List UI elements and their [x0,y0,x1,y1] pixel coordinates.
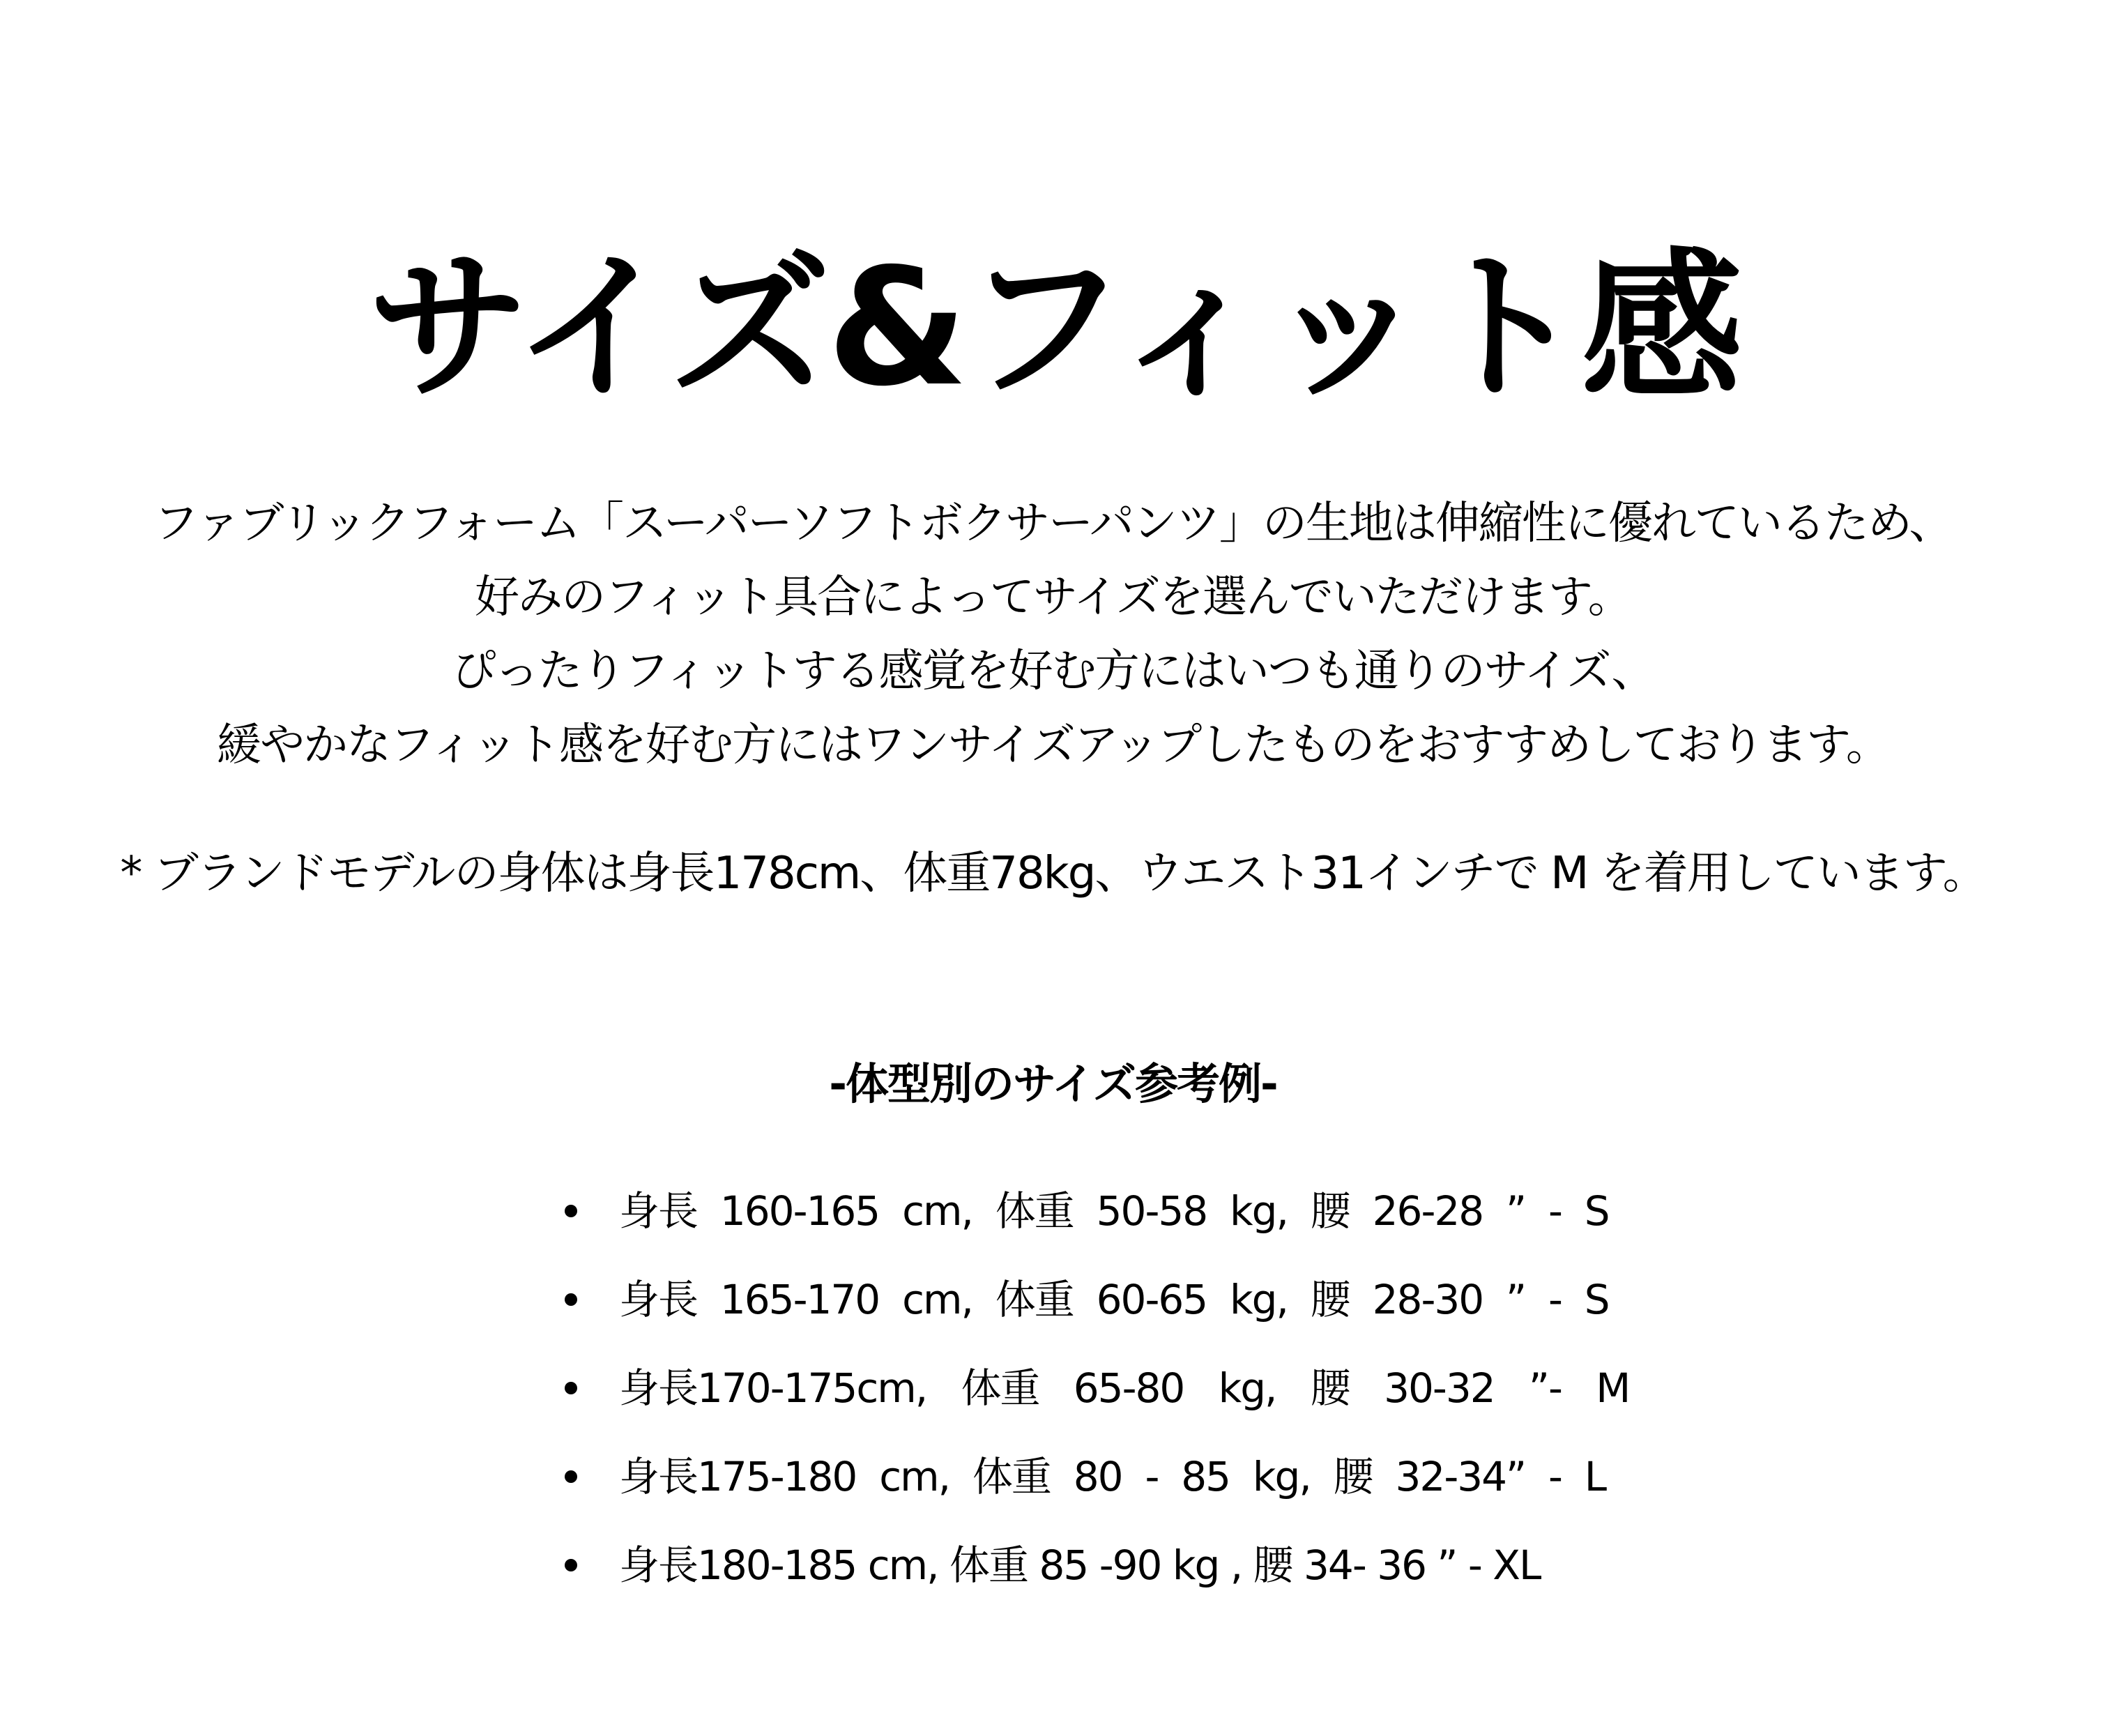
bullet-icon [565,1382,577,1394]
intro-paragraph [0,487,2106,782]
bullet-icon [565,1293,577,1306]
intro-line: ファブリックフォーム「スーパーソフトボクサーパンツ」の生地は伸縮性に優れているため、 [153,498,1953,549]
bullet-icon [565,1559,577,1571]
size-reference-text: 身長 165-170 cm, 体重 60-65 kg, 腰 28-30 ” - S [619,1276,1609,1323]
size-reference-text: 身長180-185 cm, 体重 85 -90 kg , 腰 34- 36 ” - XL [619,1541,1541,1589]
page-title: サイズ&フィット感 [367,234,1739,422]
size-reference-text: 身長175-180 cm, 体重 80 - 85 kg, 腰 32-34” - L [619,1453,1606,1500]
intro-line: ぴったりフィットする感覚を好む方にはいつも通りのサイズ、 [451,646,1655,697]
intro-line: 緩やかなフィット感を好む方にはワンサイズアップしたものをおすすめしております。 [217,719,1889,771]
intro-line: 好みのフィット具合によってサイズを選んでいただけます。 [475,572,1631,623]
model-size-note: * ブランドモデルの身体は身長178cm、体重78kg、ウエスト31インチで M を着用しています。 [120,848,1986,899]
bullet-icon [565,1205,577,1217]
size-reference-heading: -体型別のサイズ参考例- [829,1058,1277,1109]
bullet-icon [565,1470,577,1483]
size-reference-text: 身長 160-165 cm, 体重 50-58 kg, 腰 26-28 ” - S [619,1187,1609,1235]
size-reference-text: 身長170-175cm, 体重 65-80 kg, 腰 30-32 ”- M [619,1364,1630,1412]
